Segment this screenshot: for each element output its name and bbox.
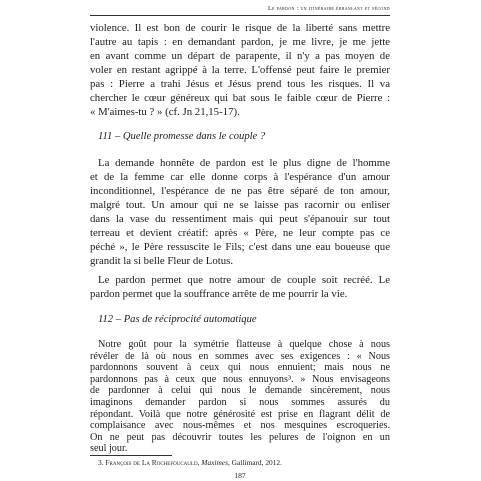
text-line: violence. Il est bon de courir le risque de la liberté sans mettre bbox=[90, 22, 390, 34]
text-line: révéler de là où nous en sommes avec ses exigences : « Nous bbox=[90, 350, 390, 362]
text-line: grandit la si belle Fleur de Lotus. bbox=[90, 255, 234, 267]
text-line: dans la vase du ressentiment mais qui peut s'épanouir sur tout bbox=[90, 213, 390, 225]
text-line: chercher le cœur généreux qui bat sous le faible cœur de Pierre : bbox=[90, 92, 390, 104]
text-line: l'autre au tapis : en demandant pardon, je me livre, je me jette bbox=[90, 36, 390, 48]
text-line: pardonnons souvent à ceux qui nous ennuient; mais nous ne bbox=[90, 362, 390, 374]
text-line: imaginons demander pardon si nous sommes assurés du bbox=[90, 397, 390, 408]
text-line: On ne peut pas découvrir toutes les pelures de l'oignon en un bbox=[90, 431, 390, 443]
text-line: pardon permet que la souffrance arrête de me pourrir la vie. bbox=[90, 288, 348, 300]
text-line: Le pardon permet que notre amour de couple soit recréé. Le bbox=[98, 274, 390, 286]
footnote-title: Maximes bbox=[201, 458, 228, 467]
text-line: Notre goût pour la symétrie flatteuse à quelque chose à nous bbox=[98, 339, 390, 350]
text-line: terreau et devient créatif: après « Père, ne leur compte pas ce bbox=[90, 227, 390, 239]
text-line: de pardonner à celui qui nous le demande sincèrement, nous bbox=[90, 385, 390, 397]
running-head: Le pardon : un itinéraire ébranlant et fécond bbox=[268, 5, 390, 12]
section-heading-112: 112 – Pas de réciprocité automatique bbox=[98, 314, 257, 325]
text-line: en avant comme un départ de parapente, il n'y a pas moyen de bbox=[90, 50, 390, 62]
text-line: inconditionnel, l'espérance de ne pas être séparé de ton amour, bbox=[90, 185, 390, 197]
text-line: malgré tout. Un amour qui ne se laisse pas racornir ou enliser bbox=[90, 199, 390, 211]
text-line: péché », le Père ressuscite le Fils; c'est dans une eau boueuse que bbox=[90, 241, 390, 253]
section-heading-111: 111 – Quelle promesse dans le couple ? bbox=[98, 131, 266, 142]
text-line: « M'aimes-tu ? » (cf. Jn 21,15-17). bbox=[90, 106, 240, 118]
text-line: et de la femme car elle donne corps à l'espérance d'un amour bbox=[90, 171, 390, 183]
text-line: pardonnons pas à ceux que nous ennuyons³. » Nous envisageons bbox=[90, 373, 390, 385]
header-rule bbox=[90, 15, 390, 16]
footnote-rule bbox=[90, 455, 172, 456]
page-number: 187 bbox=[234, 471, 246, 480]
text-line: seul jour. bbox=[90, 443, 128, 455]
text-line: complaisance avec nous-mêmes et nos mesquines escroqueries. bbox=[90, 420, 390, 432]
text-line: répondant. Voilà que notre générosité est prise en flagrant délit de bbox=[90, 408, 390, 420]
footnote-marker: 3. bbox=[98, 458, 104, 467]
footnote bbox=[98, 458, 282, 467]
footnote-author: François de La Rochefoucauld, bbox=[105, 458, 200, 467]
text-line: pas : Pierre a trahi Jésus et Jésus prend tous les risques. Il va bbox=[90, 78, 390, 90]
text-line: La demande honnête de pardon est le plus digne de l'homme bbox=[98, 157, 390, 169]
footnote-publisher: , Gallimard, 2012. bbox=[227, 458, 282, 467]
book-page bbox=[90, 0, 390, 481]
text-line: voler en restant agrippé à la terre. L'offensé peut faire le premier bbox=[90, 64, 390, 76]
